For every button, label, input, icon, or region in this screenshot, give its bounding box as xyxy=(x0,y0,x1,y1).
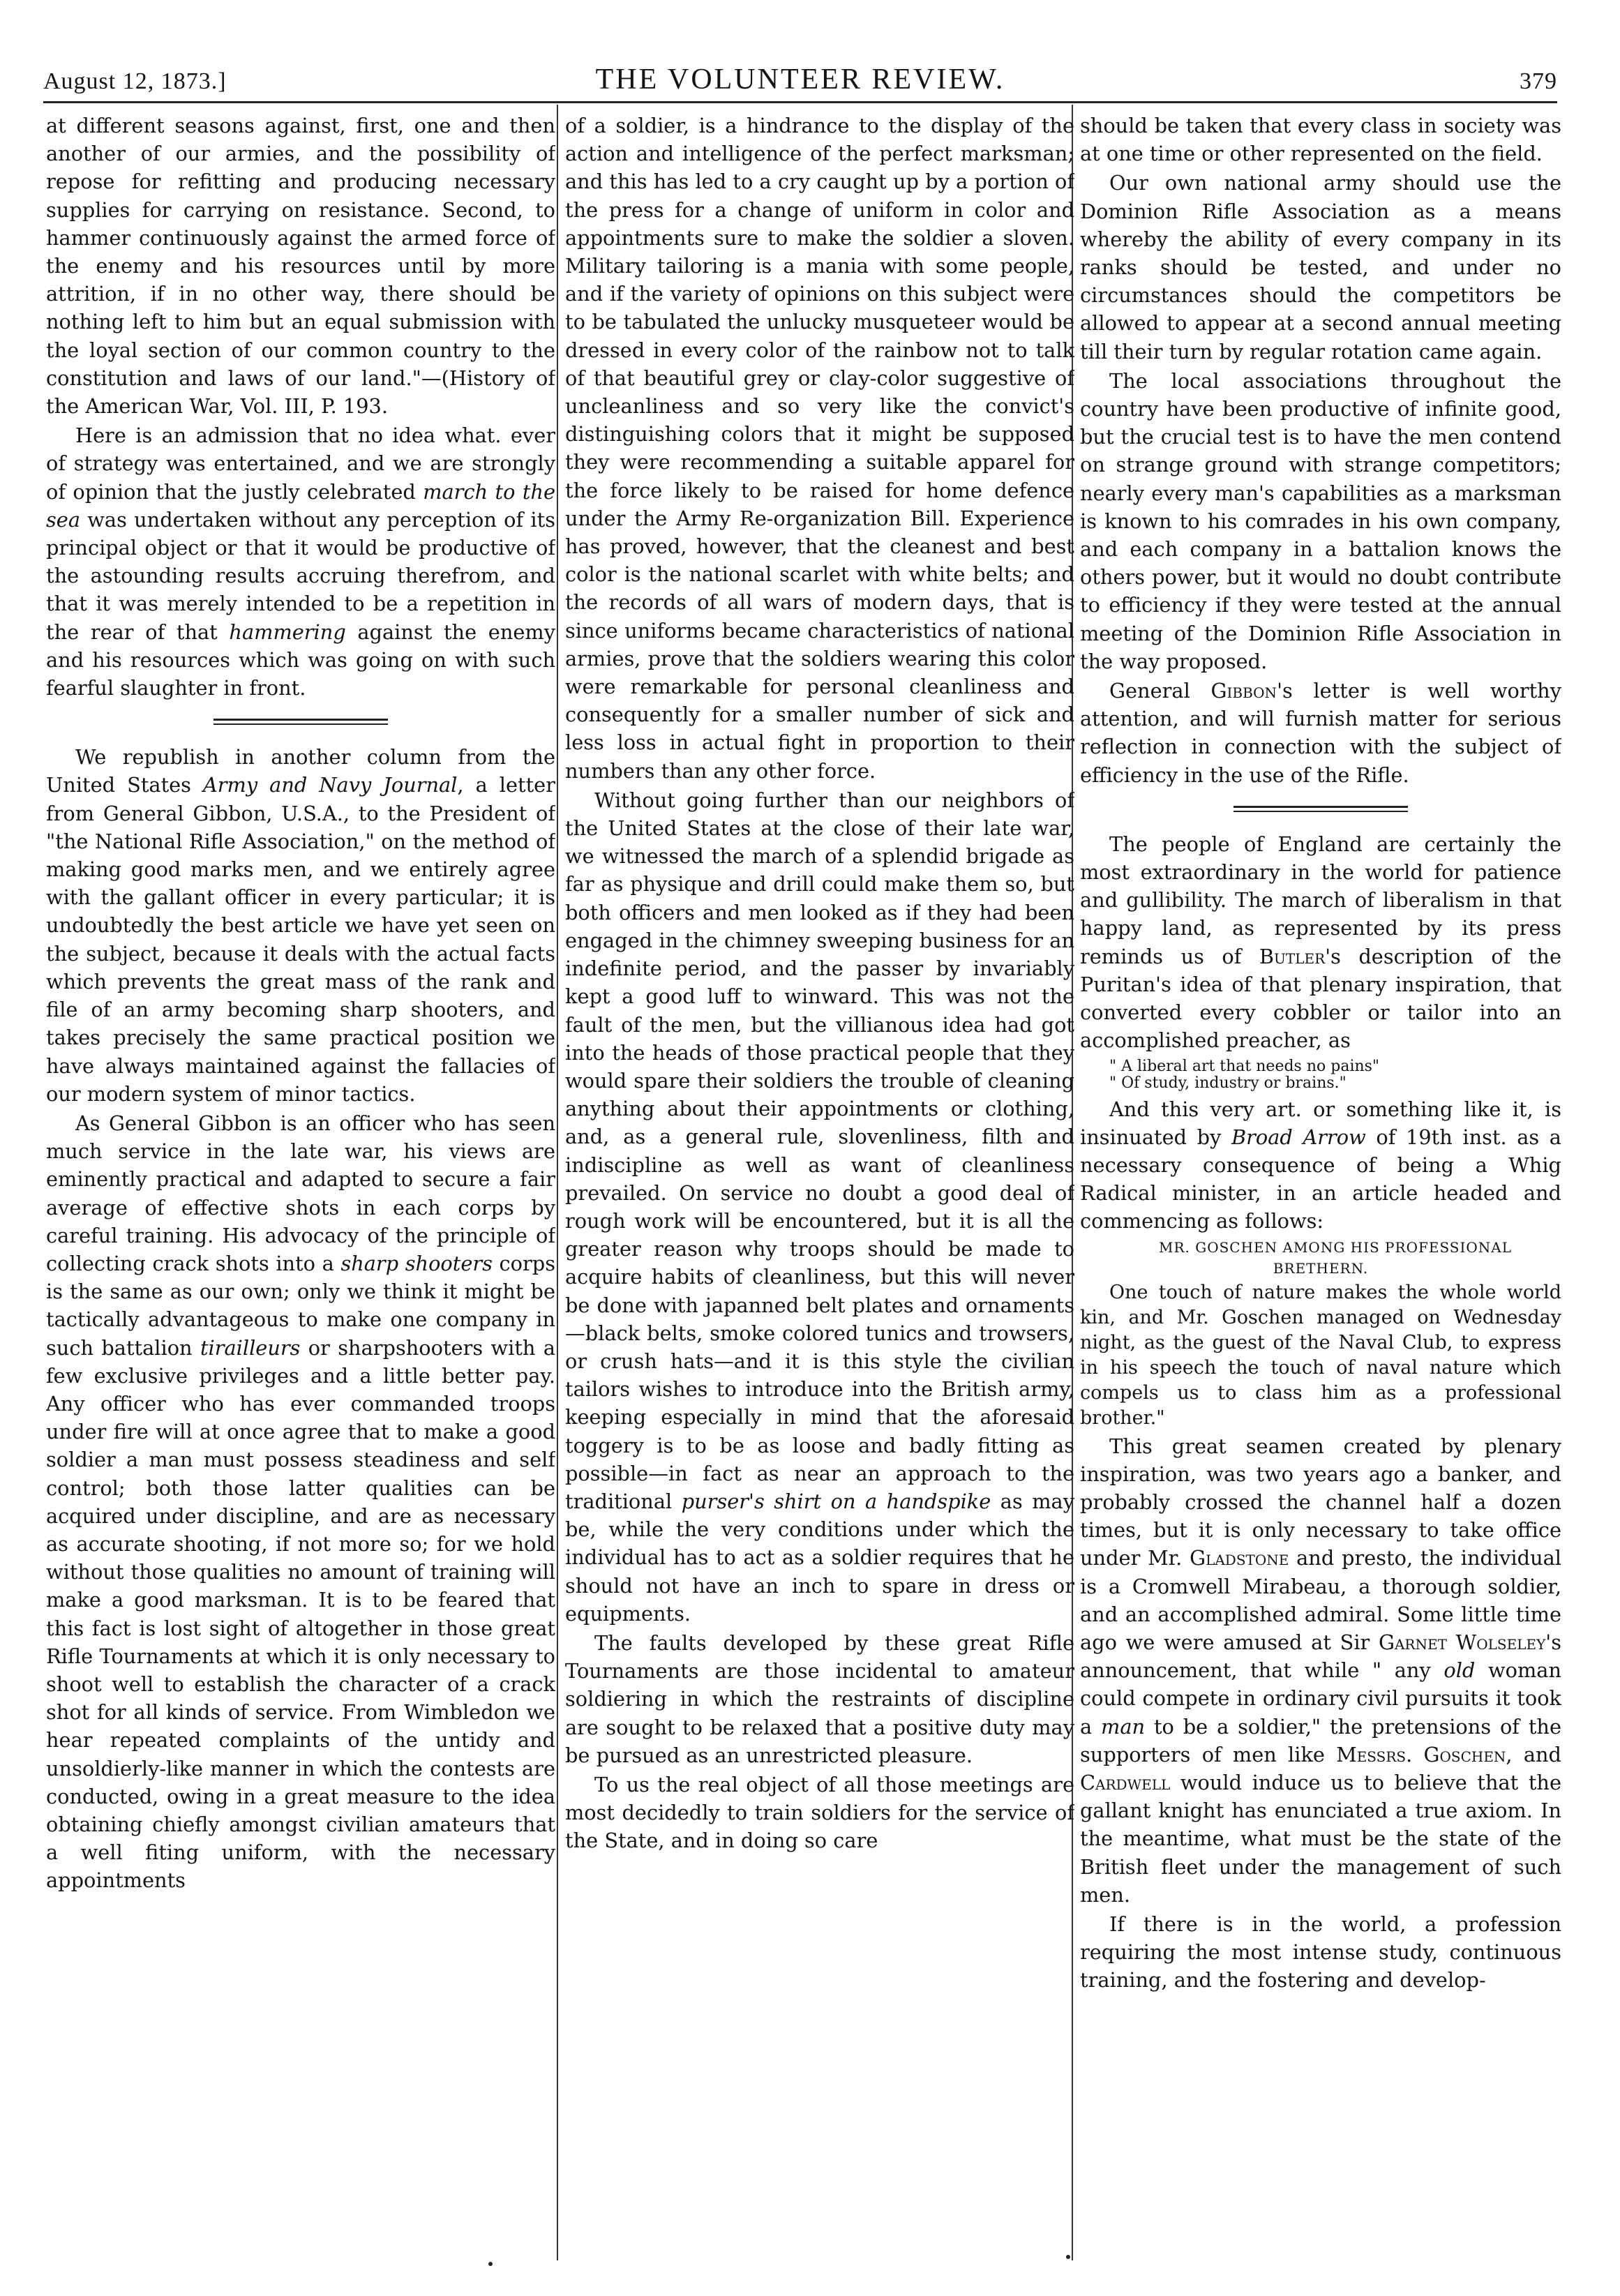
column-1 xyxy=(46,112,555,2260)
paragraph: To us the real object of all those meetings are most decidedly to train soldiers for the service of the State, and in doing so care xyxy=(565,1772,1074,1853)
paragraph: Here is an admission that no idea what. ever of strategy was entertained, and we are strongly of opinion that the justly celebrated march to the sea was undertaken without any perception of its principal object or that it would be productive of the astounding results accruing therefrom, and that it was merely intended to be a repetition in the rear of that hammering against the enemy and his resources which was going on with such fearful slaughter in front. xyxy=(46,423,555,700)
masthead-title: THE VOLUNTEER REVIEW. xyxy=(595,63,1005,96)
paragraph: of a soldier, is a hindrance to the display of the action and intelligence of the perfect marksman; and this has led to a cry caught up by a portion of the press for a change of uniform in color and appointments sure to make the soldier a sloven. Military tailoring is a mania with some people, and if the variety of opinions on this subject were to be tabulated the unlucky musqueteer would be dressed in every color of the rainbow not to talk of that beautiful grey or clay-color suggestive of uncleanliness and so very like the convict's distinguishing colors that it might be supposed they were recommending a suitable apparel for the force likely to be raised for home defence under the Army Re-organization Bill. Experience has proved, however, that the cleanest and best color is the national scarlet with white belts; and the records of all wars of modern days, that is since uniforms became characteristics of national armies, prove that the soldiers wearing this color were remarkable for personal cleanliness and consequently for a smaller number of sick and less loss in actual fight in proportion to their numbers than any other force. xyxy=(565,114,1074,783)
paragraph: If there is in the world, a profession requiring the most intense study, continuous training, and the fostering and develop- xyxy=(1080,1912,1561,1993)
paragraph: The faults developed by these great Rifle Tournaments are those incidental to amateur soldiering in which the restraints of discipline are sought to be relaxed that a positive duty may be pursued as an unrestricted pleasure. xyxy=(565,1630,1074,1767)
article-heading: MR. GOSCHEN AMONG HIS PROFESSIONAL BRETHERN. xyxy=(1158,1238,1513,1277)
section-separator xyxy=(1233,806,1408,812)
paragraph: And this very art. or something like it, is insinuated by Broad Arrow of 19th inst. as a necessary consequence of being a Whig Radical minister, in an article headed and commencing as follows: xyxy=(1080,1097,1561,1233)
column-2 xyxy=(565,112,1074,2260)
paragraph: The local associations throughout the country have been productive of infinite good, but the crucial test is to have the men contend on strange ground with strange competitors; nearly every man's capabilities as a marksman is known to his comrades in his own company, and each company in a battalion knows the others power, but it would no doubt contribute to efficiency if they were tested at the annual meeting of the Dominion Rifle Association in the way proposed. xyxy=(1080,368,1561,673)
header-rule xyxy=(43,101,1557,103)
paragraph: We republish in another column from the United States Army and Navy Journal, a letter from General Gibbon, U.S.A., to the President of "the National Rifle Association," on the method of making good marks men, and we entirely agree with the gallant officer in every particular; it is undoubtedly the best article we have yet seen on the subject, because it deals with the actual facts which prevents the great mass of the rank and file of an army becoming sharp shooters, and takes precisely the same practical position we have always maintained against the fallacies of our modern system of minor tactics. xyxy=(46,745,555,1106)
quoted-passage: One touch of nature makes the whole world kin, and Mr. Goschen managed on Wednesday night, as the guest of the Naval Club, to express in his speech the touch of naval nature which compels us to class him as a professional brother." xyxy=(1080,1281,1561,1429)
paragraph: The people of England are certainly the most extraordinary in the world for patience and gullibility. The march of liberalism in that happy land, as represented by its press reminds us of Butler's description of the Puritan's idea of that plenary inspiration, that converted every cobbler or tailor into an accomplished preacher, as xyxy=(1080,832,1561,1053)
paragraph: As General Gibbon is an officer who has seen much service in the late war, his views are eminently practical and adapted to secure a fair average of effective shots in each corps by careful training. His advocacy of the principle of collecting crack shots into a sharp shooters corps is the same as our own; only we think it might be tactically advantageous to make one company in such battalion tirailleurs or sharpshooters with a few exclusive privileges and a little better pay. Any officer who has ever commanded troops under fire will at once agree that to make a good soldier a man must possess steadiness and self control; both those latter qualities can be acquired under discipline, and are as necessary as accurate shooting, if not more so; for we hold without those qualities no amount of training will make a good marksman. It is to be feared that this fact is lost sight of altogether in those great Rifle Tournaments at which it is only necessary to shoot well to establish the character of a crack shot for all kinds of service. From Wimbledon we hear repeated complaints of the untidy and unsoldierly-like manner in which the contests are conducted, owing in a great measure to the idea obtaining chiefly amongst civilian amateurs that a well fiting uniform, with the necessary appointments xyxy=(46,1111,555,1893)
verse-line: " Of study, industry or brains." xyxy=(1109,1074,1347,1092)
paragraph: General Gibbon's letter is well worthy attention, and will furnish matter for serious reflection in connection with the subject of efficiency in the use of the Rifle. xyxy=(1080,679,1561,787)
print-speck xyxy=(488,2262,493,2266)
paragraph: should be taken that every class in society was at one time or other represented on the field. xyxy=(1080,114,1561,166)
paragraph: Without going further than our neighbors of the United States at the close of their late war, we witnessed the march of a splendid brigade as far as physique and drill could make them so, but both officers and men looked as if they had been engaged in the chimney sweeping business for an indefinite period, and the passer by invariably kept a good luff to winward. This was not the fault of the men, but the villianous idea had got into the heads of those practical people that they would spare their soldiers the trouble of cleaning anything about their appointments or clothing, and, as a general rule, slovenliness, filth and indiscipline as well as want of cleanliness prevailed. On service no doubt a good deal of rough work will be encountered, but it is all the greater reason why troops should be made to acquire habits of cleanliness, but this will never be done with japanned belt plates and ornaments—black belts, smoke colored tunics and trowsers, or crush hats—and it is this style the civilian tailors wishes to introduce into the British army, keeping especially in mind that the aforesaid toggery is to be as loose and badly fitting as possible—in fact as near an approach to the traditional purser's shirt on a handspike as may be, while the very conditions under which the individual has to act as a soldier requires that he should not have an inch to spare in dress or equipments. xyxy=(565,788,1074,1626)
column-rule xyxy=(557,105,558,2260)
issue-date: August 12, 1873.] xyxy=(43,68,227,94)
paragraph: This great seamen created by plenary inspiration, was two years ago a banker, and probably crossed the channel half a dozen times, but it is only necessary to take office under Mr. Gladstone and presto, the individual is a Cromwell Mirabeau, a thorough soldier, and an accomplished admiral. Some little time ago we were amused at Sir Garnet Wolseley's announcement, that while " any old woman could compete in ordinary civil pursuits it took a man to be a soldier," the pretensions of the supporters of men like Messrs. Goschen, and Cardwell would induce us to believe that the gallant knight has enunciated a true axiom. In the meantime, what must be the state of the British fleet under the management of such men. xyxy=(1080,1434,1561,1907)
column-3 xyxy=(1080,112,1561,2260)
verse-line: " A liberal art that needs no pains" xyxy=(1109,1057,1380,1075)
page-header xyxy=(43,54,1557,96)
print-speck xyxy=(1066,2255,1070,2259)
paragraph: at different seasons against, first, one and then another of our armies, and the possibility of repose for refitting and producing necessary supplies for carrying on resistance. Second, to hammer continuously against the armed force of the enemy and his resources until by more attrition, if in no other way, there should be nothing left to him but an equal submission with the loyal section of our common country to the constitution and laws of our land."—(History of the American War, Vol. III, P. 193. xyxy=(46,114,555,419)
paragraph: Our own national army should use the Dominion Rifle Association as a means whereby the ability of every company in its ranks should be tested, and under no circumstances should the competitors be allowed to appear at a second annual meeting till their turn by regular rotation came again. xyxy=(1080,171,1561,363)
page-number: 379 xyxy=(1520,68,1557,94)
section-separator xyxy=(213,719,388,725)
